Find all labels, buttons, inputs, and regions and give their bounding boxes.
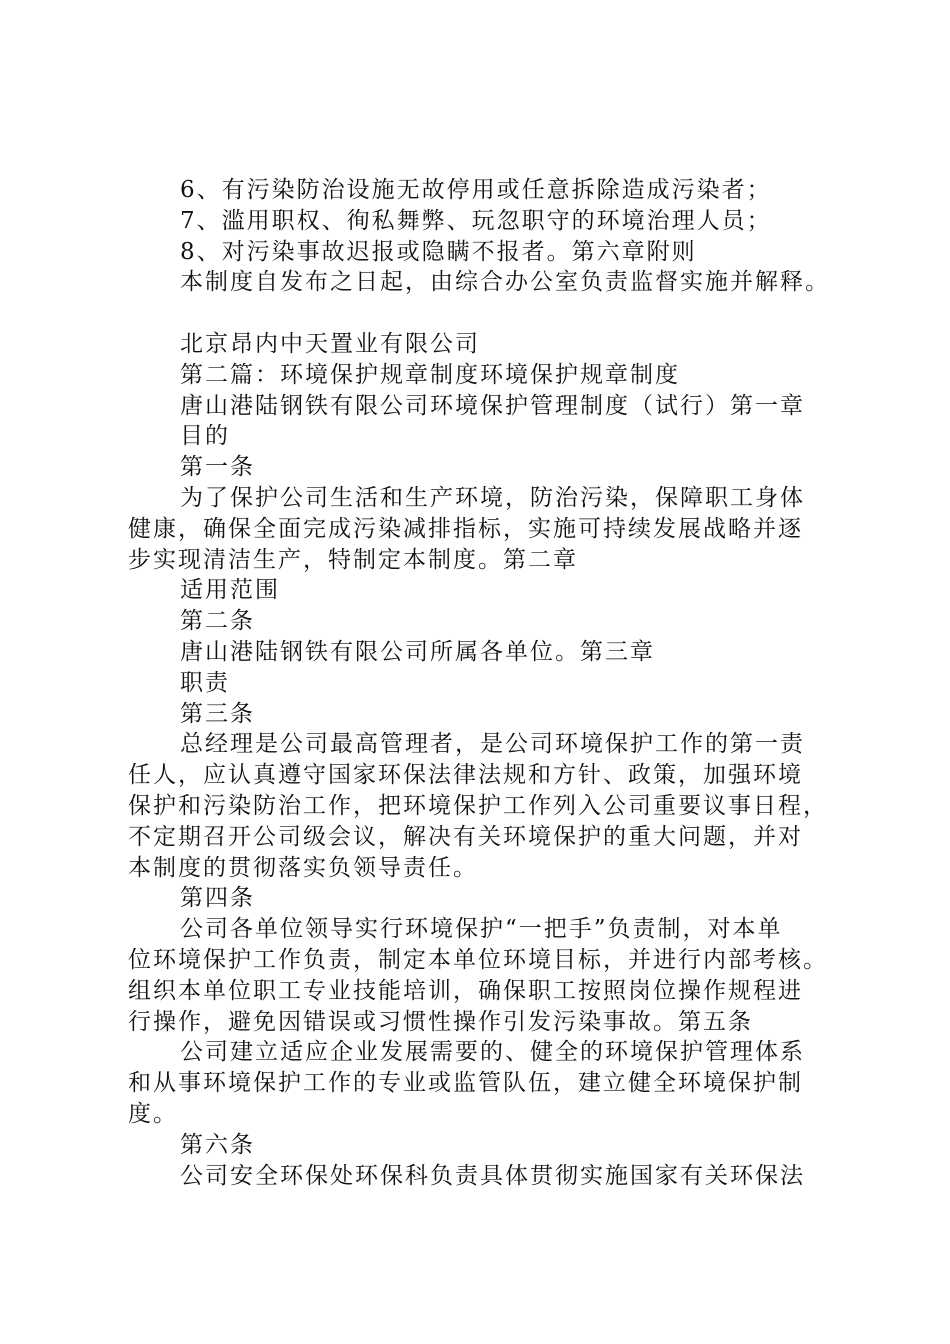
text-line: 健康，确保全面完成污染减排指标，实施可持续发展战略并逐 (128, 515, 803, 542)
text-line: 和从事环境保护工作的专业或监管队伍，建立健全环境保护制 (128, 1070, 803, 1097)
text-line: 唐山港陆钢铁有限公司环境保护管理制度（试行）第一章 (180, 392, 805, 419)
text-line: 目的 (180, 423, 230, 450)
text-line: 总经理是公司最高管理者，是公司环境保护工作的第一责 (180, 731, 805, 758)
text-line: 本制度自发布之日起，由综合办公室负责监督实施并解释。 (180, 269, 830, 296)
text-line: 组织本单位职工专业技能培训，确保职工按照岗位操作规程进 (128, 977, 803, 1004)
text-line: 位环境保护工作负责，制定本单位环境目标，并进行内部考核。 (128, 946, 828, 973)
text-line: 不定期召开公司级会议，解决有关环境保护的重大问题，并对 (128, 823, 803, 850)
text-line: 7、滥用职权、徇私舞弊、玩忽职守的环境治理人员； (180, 207, 772, 234)
text-line: 为了保护公司生活和生产环境，防治污染，保障职工身体 (180, 484, 805, 511)
text-line: 本制度的贯彻落实负领导责任。 (128, 854, 478, 881)
text-line: 职责 (180, 669, 230, 696)
text-line: 唐山港陆钢铁有限公司所属各单位。第三章 (180, 638, 655, 665)
text-line: 8、对污染事故迟报或隐瞒不报者。第六章附则 (180, 238, 697, 265)
text-line: 保护和污染防治工作，把环境保护工作列入公司重要议事日程， (128, 792, 828, 819)
text-line: 任人，应认真遵守国家环保法律法规和方针、政策，加强环境 (128, 762, 803, 789)
text-line: 公司各单位领导实行环境保护“一把手”负责制，对本单 (180, 916, 783, 943)
text-line: 第四条 (180, 885, 255, 912)
text-line: 第六条 (180, 1131, 255, 1158)
text-line: 公司安全环保处环保科负责具体贯彻实施国家有关环保法 (180, 1162, 805, 1189)
text-line: 行操作，避免因错误或习惯性操作引发污染事故。第五条 (128, 1008, 753, 1035)
text-line: 北京昂内中天置业有限公司 (180, 330, 480, 357)
text-line: 6、有污染防治设施无故停用或任意拆除造成污染者； (180, 177, 772, 203)
text-line: 适用范围 (180, 577, 280, 604)
text-line: 第二篇：环境保护规章制度环境保护规章制度 (180, 361, 680, 388)
document-body (128, 175, 838, 1191)
text-line: 第一条 (180, 454, 255, 481)
text-line: 公司建立适应企业发展需要的、健全的环境保护管理体系 (180, 1039, 805, 1066)
text-line: 度。 (128, 1100, 178, 1127)
text-line: 步实现清洁生产，特制定本制度。第二章 (128, 546, 578, 573)
text-line: 第二条 (180, 608, 255, 635)
text-line: 第三条 (180, 700, 255, 727)
blank-line (128, 298, 838, 329)
